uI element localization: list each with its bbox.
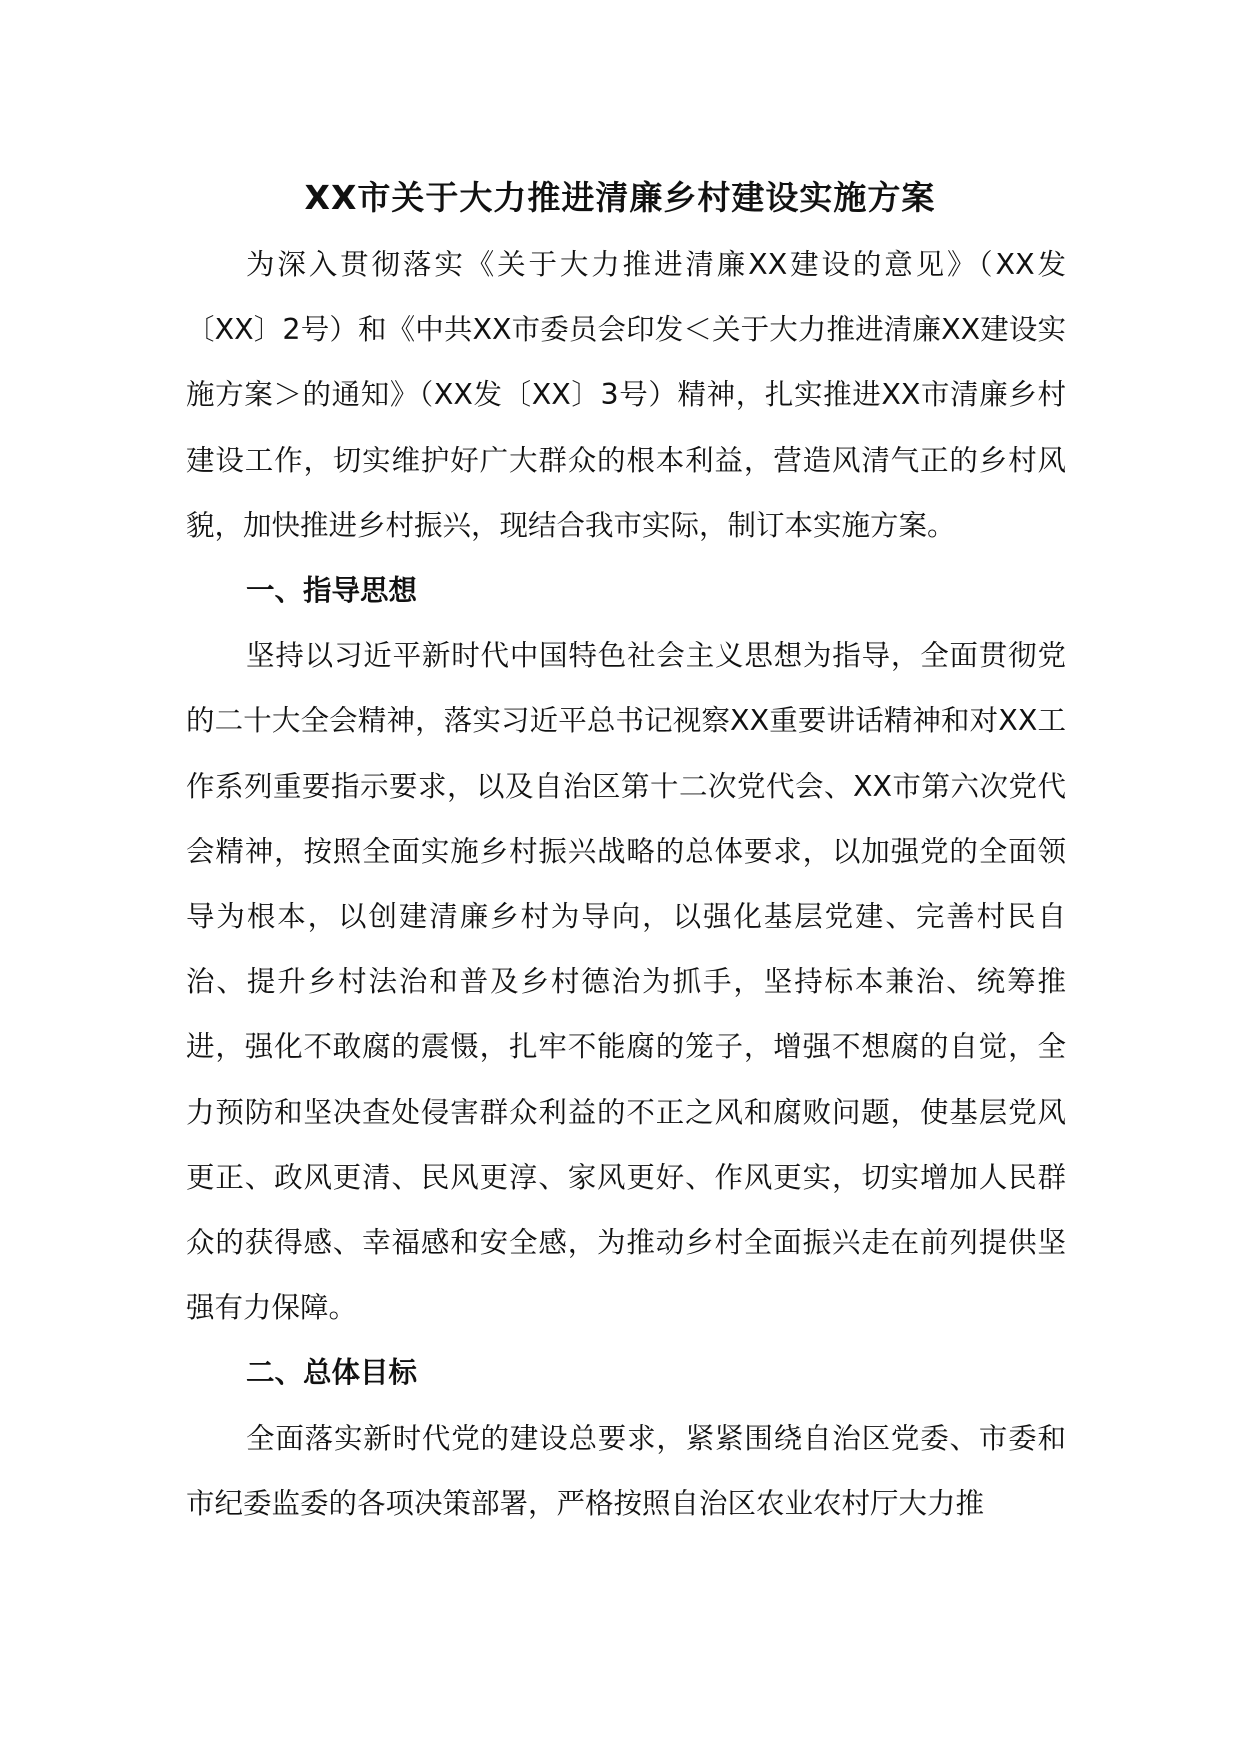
section-paragraph-overall-goal: 全面落实新时代党的建设总要求，紧紧围绕自治区党委、市委和市纪委监委的各项决策部署，严格按照自治区农业农村厅大力推 — [186, 1421, 1066, 1520]
document-body — [186, 232, 1066, 1536]
section-heading-guiding-ideology: 一、指导思想 — [246, 574, 418, 608]
section-paragraph-guiding-ideology: 坚持以习近平新时代中国特色社会主义思想为指导，全面贯彻党的二十大全会精神，落实习近平总书记视察XX重要讲话精神和对XX工作系列重要指示要求，以及自治区第十二次党代会、XX市第六次党代会精神，按照全面实施乡村振兴战略的总体要求，以加强党的全面领导为根本，以创建清廉乡村为导向，以强化基层党建、完善村民自治、提升乡村法治和普及乡村德治为抓手，坚持标本兼治、统筹推进，强化不敢腐的震慑，扎牢不能腐的笼子，增强不想腐的自觉，全力预防和坚决查处侵害群众利益的不正之风和腐败问题，使基层党风更正、政风更清、民风更淳、家风更好、作风更实，切实增加人民群众的获得感、幸福感和安全感，为推动乡村全面振兴走在前列提供坚强有力保障。 — [186, 639, 1066, 1325]
section-heading-overall-goal: 二、总体目标 — [246, 1356, 418, 1390]
document-title: XX市关于大力推进清廉乡村建设实施方案 — [304, 178, 936, 217]
intro-paragraph: 为深入贯彻落实《关于大力推进清廉XX建设的意见》（XX发〔XX〕2号）和《中共XX市委员会印发＜关于大力推进清廉XX建设实施方案＞的通知》（XX发〔XX〕3号）精神，扎实推进XX市清廉乡村建设工作，切实维护好广大群众的根本利益，营造风清气正的乡村风貌，加快推进乡村振兴，现结合我市实际，制订本实施方案。 — [186, 248, 1066, 542]
